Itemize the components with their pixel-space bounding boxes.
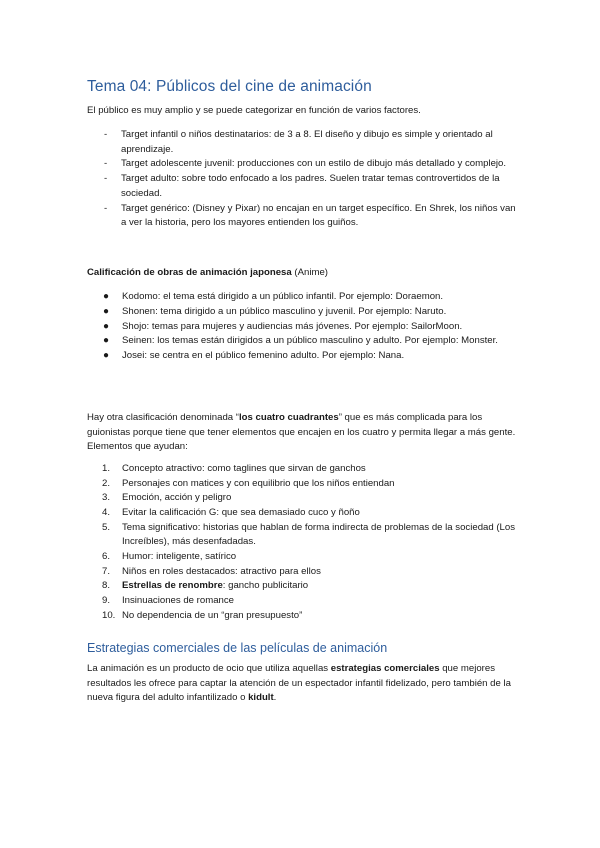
list-item: - Target infantil o niños destinatarios: de 3 a 8. El diseño y dibujo es simple y orientado al aprendizaje. — [104, 129, 493, 155]
bullet-icon: ● — [103, 320, 110, 332]
dash-marker: - — [104, 173, 108, 185]
section-title: Estrategias comerciales de las películas de animación — [87, 641, 388, 655]
list-item: ● Seinen: los temas están dirigidos a un público masculino y adulto. Por ejemplo: Monster. — [87, 334, 519, 349]
target-list — [87, 128, 519, 231]
list-item: 1. Concepto atractivo: como taglines que sirvan de ganchos — [102, 463, 366, 474]
anime-heading: Calificación de obras de animación japonesa (Anime) — [87, 267, 328, 278]
list-item: 2. Personajes con matices y con equilibrio que los niños entiendan — [102, 477, 395, 489]
list-item: 6. Humor: inteligente, satírico — [102, 551, 237, 563]
strategies-paragraph: La animación es un producto de ocio que utiliza aquellas estrategias comerciales que mejores resultados les ofrece para captar la atención de un espectador infantil fidelizado, pero también de la nueva figura del adulto infantilizado o kidult. — [87, 663, 511, 704]
list-item: 9. Insinuaciones de romance — [102, 595, 234, 607]
anime-list — [87, 290, 519, 364]
dash-marker: - — [104, 158, 108, 170]
dash-marker: - — [104, 202, 108, 214]
list-item: ● Josei: se centra en el público femenino adulto. Por ejemplo: Nana. — [87, 349, 519, 364]
list-item: ● Kodomo: el tema está dirigido a un público infantil. Por ejemplo: Doraemon. — [87, 290, 519, 305]
elements-list — [87, 462, 519, 623]
intro-paragraph: El público es muy amplio y se puede categorizar en función de varios factores. — [87, 105, 421, 116]
bullet-icon: ● — [103, 291, 110, 302]
list-item: 8. Estrellas de renombre: gancho publicitario — [102, 580, 309, 592]
list-item: - Target adulto: sobre todo enfocado a los padres. Suelen tratar temas controvertidos de la sociedad. — [104, 173, 500, 199]
dash-marker: - — [104, 129, 108, 140]
list-item: 4. Evitar la calificación G: que sea demasiado cuco y ñoño — [102, 507, 360, 519]
bullet-icon: ● — [103, 335, 110, 347]
list-item: ● Shojo: temas para mujeres y audiencias más jóvenes. Por ejemplo: SailorMoon. — [87, 320, 519, 335]
bullet-icon: ● — [103, 350, 110, 362]
list-item: 3. Emoción, acción y peligro — [102, 492, 232, 504]
list-item: - Target genérico: (Disney y Pixar) no encajan en un target específico. En Shrek, los niños van a ver la historia, pero los mayores entienden los guiños. — [104, 202, 516, 229]
list-item: - Target adolescente juvenil: producciones con un estilo de dibujo más detallado y complejo. — [87, 157, 519, 172]
list-item: 7. Niños en roles destacados: atractivo para ellos — [102, 565, 321, 577]
list-item: 10. No dependencia de un “gran presupuesto” — [102, 609, 303, 621]
page-title: Tema 04: Públicos del cine de animación — [87, 78, 372, 95]
quadrants-paragraph: Hay otra clasificación denominada “los cuatro cuadrantes” que es más complicada para los guionistas porque tiene que tener elementos que encajen en los cuatro y permita llegar a más gente. Elementos que ayudan: — [87, 412, 516, 453]
bullet-icon: ● — [103, 305, 110, 317]
list-item: 5. Tema significativo: historias que hablan de forma indirecta de problemas de la sociedad (Los Increíbles), más desenfadadas. — [102, 521, 516, 548]
list-item: ● Shonen: tema dirigido a un público masculino y juvenil. Por ejemplo: Naruto. — [87, 305, 519, 320]
